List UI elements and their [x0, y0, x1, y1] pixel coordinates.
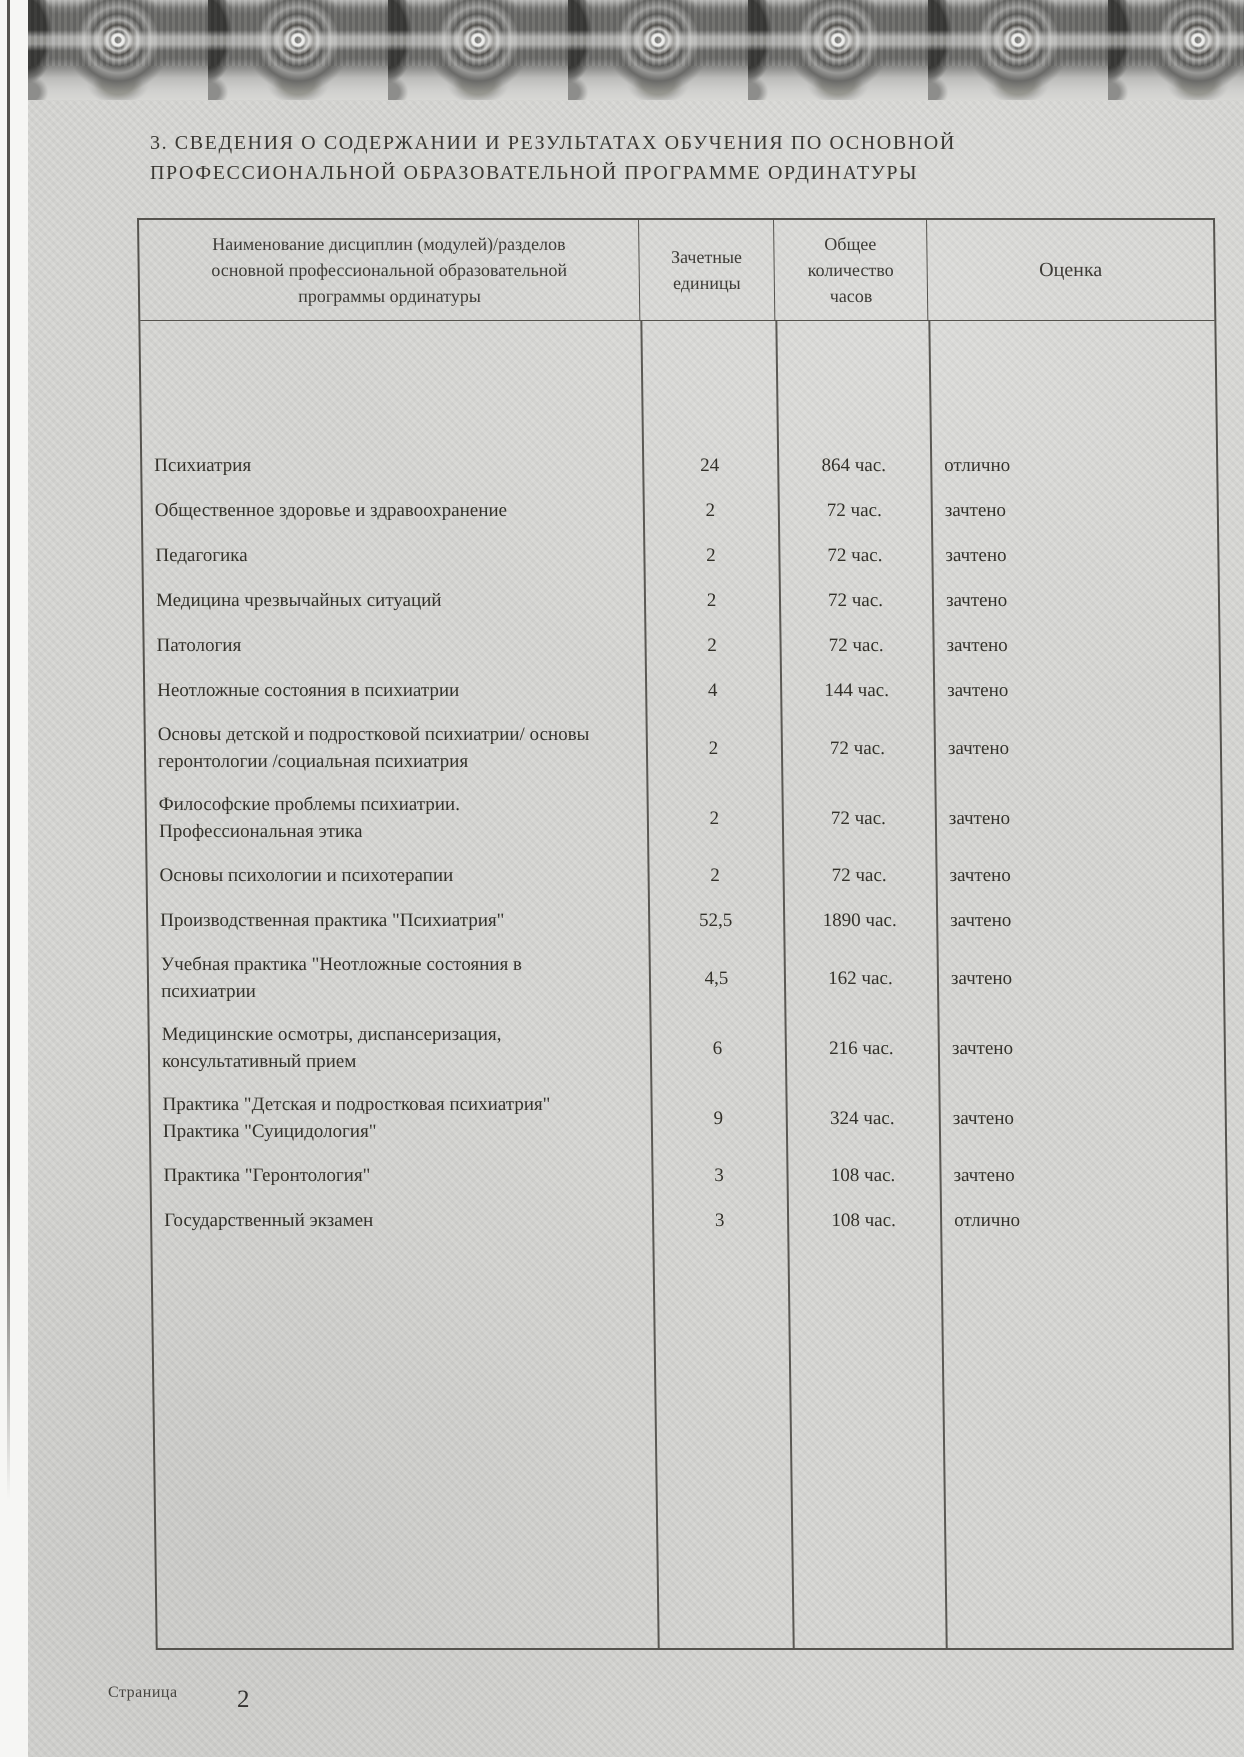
hours-cell: 72 час. — [830, 807, 886, 829]
discipline-cell: Государственный экзамен — [163, 1210, 374, 1231]
discipline-cell: Психиатрия — [154, 455, 252, 476]
credits-cell: 3 — [714, 1210, 725, 1231]
footer-page-number: 2 — [237, 1686, 250, 1713]
section-heading — [150, 128, 1050, 188]
page-left-margin — [0, 0, 28, 1757]
table-row — [142, 443, 1217, 488]
hours-cell: 324 час. — [829, 1107, 895, 1129]
hours-cell: 72 час. — [828, 635, 884, 656]
discipline-cell: Практика "Геронтология" — [163, 1165, 371, 1186]
table-row — [144, 623, 1219, 668]
table-row — [148, 943, 1223, 1013]
hours-cell: 72 час. — [827, 590, 884, 611]
hours-cell: 162 час. — [828, 967, 893, 989]
ornament-border — [28, 0, 1244, 100]
credits-cell: 2 — [706, 590, 717, 611]
grade-cell: зачтено — [944, 500, 1007, 521]
hours-cell: 108 час. — [831, 1210, 896, 1231]
table-row — [143, 488, 1218, 533]
credits-cell: 52,5 — [698, 910, 733, 931]
grade-cell: зачтено — [946, 635, 1008, 656]
hours-cell: 1890 час. — [822, 910, 897, 931]
table-row — [148, 898, 1223, 943]
col-header-hours: Общее количество часов — [774, 220, 928, 320]
col-header-grade: Оценка — [1039, 259, 1103, 281]
credits-cell: 3 — [714, 1165, 724, 1186]
credits-cell: 4,5 — [704, 967, 729, 989]
discipline-cell: Философские проблемы психиатрии. Профессиональная этика — [158, 794, 461, 842]
credits-cell: 2 — [707, 635, 717, 656]
discipline-cell: Основы детской и подростковой психиатрии/ основы геронтологии /социальная психиатрия — [157, 724, 590, 772]
grade-cell: зачтено — [949, 865, 1011, 886]
hours-cell: 72 час. — [829, 737, 886, 759]
discipline-cell: Практика "Детская и подростковая психиатрия" Практика "Суицидология" — [162, 1094, 551, 1142]
col-header-credits: Зачетные единицы — [639, 220, 775, 320]
footer-page-label: Страница — [108, 1684, 178, 1701]
discipline-cell: Неотложные состояния в психиатрии — [157, 680, 460, 701]
discipline-cell: Медицина чрезвычайных ситуаций — [155, 590, 442, 611]
table-row — [151, 1153, 1226, 1198]
heading-line-1: 3. СВЕДЕНИЯ О СОДЕРЖАНИИ И РЕЗУЛЬТАТАХ ОБУЧЕНИЯ ПО ОСНОВНОЙ — [150, 132, 956, 154]
discipline-cell: Педагогика — [155, 545, 248, 566]
table-row — [147, 853, 1222, 898]
credits-cell: 4 — [707, 680, 718, 701]
grade-cell: зачтено — [947, 680, 1009, 701]
hours-cell: 72 час. — [831, 865, 887, 886]
grade-cell: отлично — [944, 455, 1011, 476]
discipline-cell: Учебная практика "Неотложные состояния в психиатрии — [160, 954, 523, 1002]
hours-cell: 72 час. — [826, 500, 882, 521]
table-row — [144, 578, 1219, 623]
table-body-rows — [142, 443, 1226, 1243]
discipline-cell: Медицинские осмотры, диспансеризация, консультативный прием — [161, 1024, 502, 1072]
grade-cell: отлично — [953, 1210, 1021, 1231]
hours-cell: 864 час. — [821, 455, 887, 476]
table-row — [146, 783, 1221, 853]
table-row — [145, 668, 1220, 713]
hours-cell: 72 час. — [827, 545, 883, 566]
credits-cell: 2 — [705, 500, 716, 521]
credits-cell: 24 — [700, 455, 720, 476]
table-body — [140, 321, 1231, 1648]
grade-cell: зачтено — [950, 967, 1013, 989]
grade-cell: зачтено — [945, 545, 1007, 566]
discipline-cell: Основы психологии и психотерапии — [159, 865, 454, 886]
credits-cell: 2 — [708, 737, 719, 759]
credits-cell: 2 — [709, 807, 720, 829]
grade-cell: зачтено — [948, 807, 1011, 829]
hours-cell: 144 час. — [824, 680, 890, 701]
table-row — [143, 533, 1218, 578]
table-row — [149, 1013, 1224, 1083]
results-table — [137, 218, 1234, 1650]
table-row — [145, 713, 1220, 783]
page-edge-shadow — [7, 0, 10, 1500]
discipline-cell: Патология — [156, 635, 242, 656]
hours-cell: 108 час. — [830, 1165, 896, 1186]
grade-cell: зачтено — [953, 1165, 1015, 1186]
heading-line-2: ПРОФЕССИОНАЛЬНОЙ ОБРАЗОВАТЕЛЬНОЙ ПРОГРАММЕ ОРДИНАТУРЫ — [150, 162, 919, 184]
grade-cell: зачтено — [951, 1037, 1014, 1059]
credits-cell: 6 — [712, 1037, 723, 1059]
credits-cell: 9 — [713, 1107, 724, 1129]
table-row — [150, 1083, 1225, 1153]
grade-cell: зачтено — [950, 910, 1012, 931]
credits-cell: 2 — [706, 545, 716, 566]
grade-cell: зачтено — [947, 737, 1010, 759]
col-header-discipline: Наименование дисциплин (модулей)/разделов основной профессиональной образовательной программы ординатуры — [139, 220, 640, 320]
discipline-cell: Производственная практика "Психиатрия" — [160, 910, 505, 931]
table-row — [152, 1198, 1227, 1243]
grade-cell: зачтено — [952, 1107, 1015, 1129]
table-header-row — [139, 220, 1214, 321]
credits-cell: 2 — [710, 865, 720, 886]
discipline-cell: Общественное здоровье и здравоохранение — [154, 500, 508, 521]
hours-cell: 216 час. — [829, 1037, 894, 1059]
grade-cell: зачтено — [945, 590, 1008, 611]
